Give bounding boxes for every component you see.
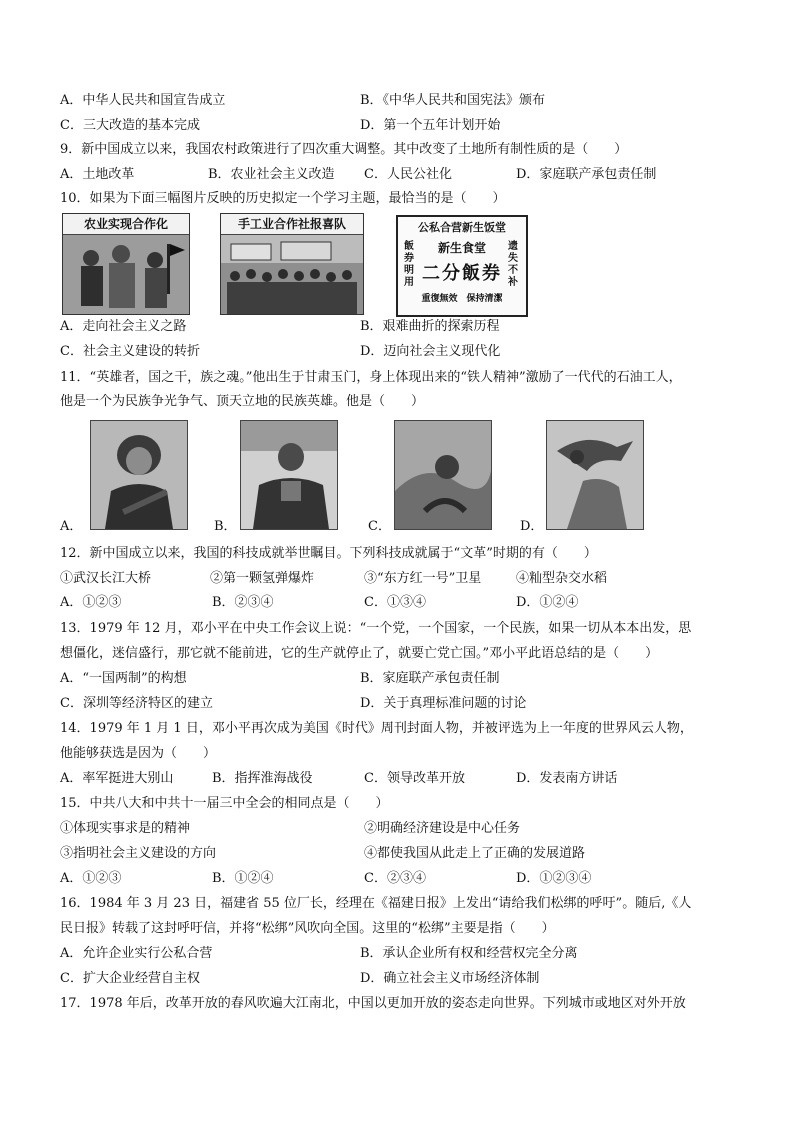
ticket-right-note: 遗失不补 — [508, 241, 518, 288]
soldier-portrait-illustration — [91, 421, 187, 529]
q16-option-a[interactable]: A．允许企业实行公私合营 — [60, 946, 213, 961]
q16-option-b[interactable]: B．承认企业所有权和经营权完全分离 — [360, 946, 578, 961]
q12-item-1: ①武汉长江大桥 — [60, 571, 152, 586]
q11-option-c[interactable]: C． — [368, 519, 391, 534]
ticket-footer: 重復無效 保持清潔 — [421, 294, 503, 304]
q10-option-a[interactable]: A．走向社会主义之路 — [60, 319, 187, 334]
q9-option-d[interactable]: D．家庭联产承包责任制 — [516, 167, 657, 182]
q12-option-c[interactable]: C．①③④ — [364, 595, 426, 610]
q12-option-d[interactable]: D．①②④ — [516, 595, 579, 610]
q14-option-a[interactable]: A．率军挺进大别山 — [60, 771, 174, 786]
question-14-line1: 14．1979 年 1 月 1 日，邓小平再次成为美国《时代》周刊封面人物，并被评选为上一年度的世界风云人物， — [60, 721, 693, 736]
q15-item-3: ③指明社会主义建设的方向 — [60, 846, 217, 861]
q15-option-b[interactable]: B．①②④ — [212, 871, 274, 886]
q10-option-c[interactable]: C．社会主义建设的转折 — [60, 344, 200, 359]
q15-option-c[interactable]: C．②③④ — [364, 871, 426, 886]
heroic-figure-illustration — [547, 421, 643, 529]
q15-item-1: ①体现实事求是的精神 — [60, 821, 191, 836]
photo-caption: 手工业合作社报喜队 — [221, 214, 363, 235]
q9-option-c[interactable]: C．人民公社化 — [364, 167, 452, 182]
q9-option-b[interactable]: B．农业社会主义改造 — [208, 167, 335, 182]
q13-option-a[interactable]: A．“一国两制”的构想 — [60, 671, 187, 686]
q16-option-d[interactable]: D．确立社会主义市场经济体制 — [360, 971, 540, 986]
q11-option-a[interactable]: A． — [60, 519, 83, 534]
question-17-line1: 17．1978 年后，改革开放的春风吹遍大江南北，中国以更加开放的姿态走向世界。下列城市或地区对外开放 — [60, 996, 686, 1011]
q15-item-2: ②明确经济建设是中心任务 — [364, 821, 521, 836]
q14-option-c[interactable]: C．领导改革开放 — [364, 771, 465, 786]
portrait-c[interactable] — [394, 420, 492, 530]
q11-option-d[interactable]: D． — [520, 519, 544, 534]
q15-item-4: ④都使我国从此走上了正确的发展道路 — [364, 846, 586, 861]
portrait-b[interactable] — [240, 420, 338, 530]
question-16-line1: 16．1984 年 3 月 23 日，福建省 55 位厂长，经理在《福建日报》上发出“请给我们松绑的呼吁”。随后,《人 — [60, 896, 692, 911]
q13-option-d[interactable]: D．关于真理标准问题的讨论 — [360, 696, 527, 711]
portrait-d[interactable] — [546, 420, 644, 530]
q8-option-c[interactable]: C．三大改造的基本完成 — [60, 118, 200, 133]
parade-illustration — [221, 214, 363, 314]
q12-option-a[interactable]: A．①②③ — [60, 595, 122, 610]
crowd-illustration — [63, 214, 189, 314]
question-15: 15．中共八大和中共十一届三中全会的相同点是（ ） — [60, 796, 389, 811]
q12-item-3: ③“东方红一号”卫星 — [364, 571, 482, 586]
ticket-value: 二分飯券 — [422, 263, 502, 284]
question-13-line2: 想僵化，迷信盛行，那它就不能前进，它的生产就停止了，就要亡党亡国。”邓小平此语总结的是（ ） — [60, 646, 659, 661]
q8-option-b[interactable]: B．《中华人民共和国宪法》颁布 — [360, 93, 546, 108]
painting-illustration — [395, 421, 491, 529]
q12-item-2: ②第一颗氢弹爆炸 — [210, 571, 315, 586]
ticket-canteen-name: 新生食堂 — [437, 241, 486, 255]
q10-option-d[interactable]: D．迈向社会主义现代化 — [360, 344, 501, 359]
q15-option-d[interactable]: D．①②③④ — [516, 871, 592, 886]
ticket-header: 公私合营新生饭堂 — [418, 221, 506, 234]
q13-option-c[interactable]: C．深圳等经济特区的建立 — [60, 696, 213, 711]
question-9: 9．新中国成立以来，我国农村政策进行了四次重大调整。其中改变了土地所有制性质的是（ ） — [60, 142, 628, 157]
q8-option-a[interactable]: A．中华人民共和国宣告成立 — [60, 93, 226, 108]
q13-option-b[interactable]: B．家庭联产承包责任制 — [360, 671, 500, 686]
question-10: 10．如果为下面三幅图片反映的历史拟定一个学习主题，最恰当的是（ ） — [60, 191, 506, 206]
question-13-line1: 13．1979 年 12 月，邓小平在中央工作会议上说：“一个党，一个国家，一个民族，如果一切从本本出发，思 — [60, 621, 692, 636]
photo-agriculture-cooperative — [62, 213, 190, 315]
ticket-left-note: 飯券明用 — [404, 241, 414, 288]
question-11-line2: 他是一个为民族争光争气、顶天立地的民族英雄。他是（ ） — [60, 394, 425, 409]
q12-item-4: ④籼型杂交水稻 — [516, 571, 608, 586]
q15-option-a[interactable]: A．①②③ — [60, 871, 122, 886]
question-16-line2: 民日报》转载了这封呼吁信，并将“松绑”风吹向全国。这里的“松绑”主要是指（ ） — [60, 921, 555, 936]
q14-option-d[interactable]: D．发表南方讲话 — [516, 771, 618, 786]
question-11-line1: 11．“英雄者，国之干，族之魂。”他出生于甘肃玉门，身上体现出来的“铁人精神”激励了一代代的石油工人， — [60, 370, 682, 385]
q12-option-b[interactable]: B．②③④ — [212, 595, 274, 610]
meal-ticket-image — [396, 215, 528, 317]
portrait-a[interactable] — [90, 420, 188, 530]
question-14-line2: 他能够获选是因为（ ） — [60, 746, 217, 761]
q10-option-b[interactable]: B．艰难曲折的探索历程 — [360, 319, 500, 334]
oil-worker-portrait-illustration — [241, 421, 337, 529]
q11-option-b[interactable]: B． — [214, 519, 237, 534]
photo-caption: 农业实现合作化 — [63, 214, 189, 235]
question-12: 12．新中国成立以来，我国的科技成就举世瞩目。下列科技成就属于“文革”时期的有（ ） — [60, 546, 597, 561]
photo-handicraft-cooperative — [220, 213, 364, 315]
q14-option-b[interactable]: B．指挥淮海战役 — [212, 771, 313, 786]
q8-option-d[interactable]: D．第一个五年计划开始 — [360, 118, 501, 133]
q9-option-a[interactable]: A．土地改革 — [60, 167, 135, 182]
q16-option-c[interactable]: C．扩大企业经营自主权 — [60, 971, 200, 986]
